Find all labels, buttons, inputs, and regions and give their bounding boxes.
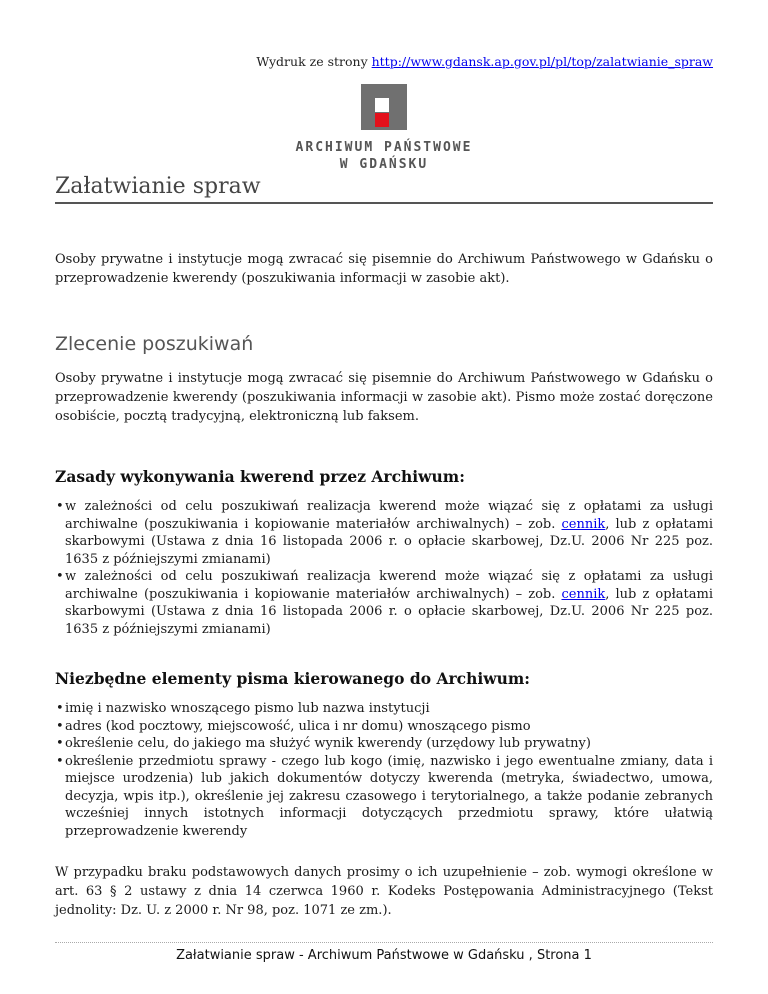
section-heading-zlecenie: Zlecenie poszukiwań	[55, 333, 254, 355]
print-source-prefix: Wydruk ze strony	[256, 54, 368, 69]
list-item: • w zależności od celu poszukiwań realizacja kwerend może wiązać się z opłatami za usługi archiwalne (poszukiwania i kopiowanie materiałów archiwalnych) – zob. cennik, lub z opłatami skarbowymi (Ustawa z dnia 16 listopada 2006 r. o opłacie skarbowej, Dz.U. 2006 Nr 225 poz. 1635 z późniejszymi zmianami)	[65, 568, 713, 638]
page-title: Załatwianie spraw	[55, 174, 713, 204]
cennik-link[interactable]: cennik	[561, 516, 606, 532]
print-source-line	[0, 54, 713, 69]
list-item: • określenie celu, do jakiego ma służyć wynik kwerendy (urzędowy lub prywatny)	[65, 735, 713, 753]
page-footer: Załatwianie spraw - Archiwum Państwowe w Gdańsku , Strona 1	[55, 942, 713, 963]
intro-paragraph: Osoby prywatne i instytucje mogą zwracać się pisemnie do Archiwum Państwowego w Gdańsku o przeprowadzenie kwerendy (poszukiwania informacji w zasobie akt).	[55, 252, 713, 286]
logo-text-line1: ARCHIWUM PAŃSTWOWE	[295, 140, 473, 155]
logo-text	[294, 139, 474, 173]
elementy-list	[55, 700, 713, 840]
list-item: • określenie przedmiotu sprawy - czego lub kogo (imię, nazwisko i jego ewentualne zmiany, data i miejsce urodzenia) lub jakich dokumentów dotyczy kwerenda (metryka, świadectwo, umowa, decyzja, wpis itp.), określenie jej zakresu czasowego i terytorialnego, a także podanie zebranych wcześniej innych istotnych informacji dotyczących przedmiotu sprawy, które ułatwią przeprowadzenie kwerendy	[65, 753, 713, 841]
logo-text-line2: W GDAŃSKU	[339, 157, 429, 172]
section-zlecenie-text: Osoby prywatne i instytucje mogą zwracać się pisemnie do Archiwum Państwowego w Gdańsku o przeprowadzenie kwerendy (poszukiwania informacji w zasobie akt). Pismo może zostać doręczone osobiście, pocztą tradycyjną, elektroniczną lub faksem.	[55, 371, 713, 424]
zasady-list	[55, 498, 713, 638]
list-item: • imię i nazwisko wnoszącego pismo lub nazwa instytucji	[65, 700, 713, 718]
cennik-link[interactable]: cennik	[561, 586, 606, 602]
section-heading-elementy: Niezbędne elementy pisma kierowanego do Archiwum:	[55, 669, 530, 688]
source-url-link[interactable]: http://www.gdansk.ap.gov.pl/pl/top/zalatwianie_spraw	[371, 54, 713, 69]
archive-logo	[294, 84, 474, 173]
closing-paragraph: W przypadku braku podstawowych danych prosimy o ich uzupełnienie – zob. wymogi określone w art. 63 § 2 ustawy z dnia 14 czerwca 1960 r. Kodeks Postępowania Administracyjnego (Tekst jednolity: Dz. U. z 2000 r. Nr 98, poz. 1071 ze zm.).	[55, 865, 713, 918]
list-item: • w zależności od celu poszukiwań realizacja kwerend może wiązać się z opłatami za usługi archiwalne (poszukiwania i kopiowanie materiałów archiwalnych) – zob. cennik, lub z opłatami skarbowymi (Ustawa z dnia 16 listopada 2006 r. o opłacie skarbowej, Dz.U. 2006 Nr 225 poz. 1635 z późniejszymi zmianami)	[65, 498, 713, 568]
logo-mark-icon	[361, 84, 407, 130]
main-content	[55, 174, 713, 920]
section-heading-zasady: Zasady wykonywania kwerend przez Archiwum:	[55, 467, 465, 486]
list-item: • adres (kod pocztowy, miejscowość, ulica i nr domu) wnoszącego pismo	[65, 718, 713, 736]
